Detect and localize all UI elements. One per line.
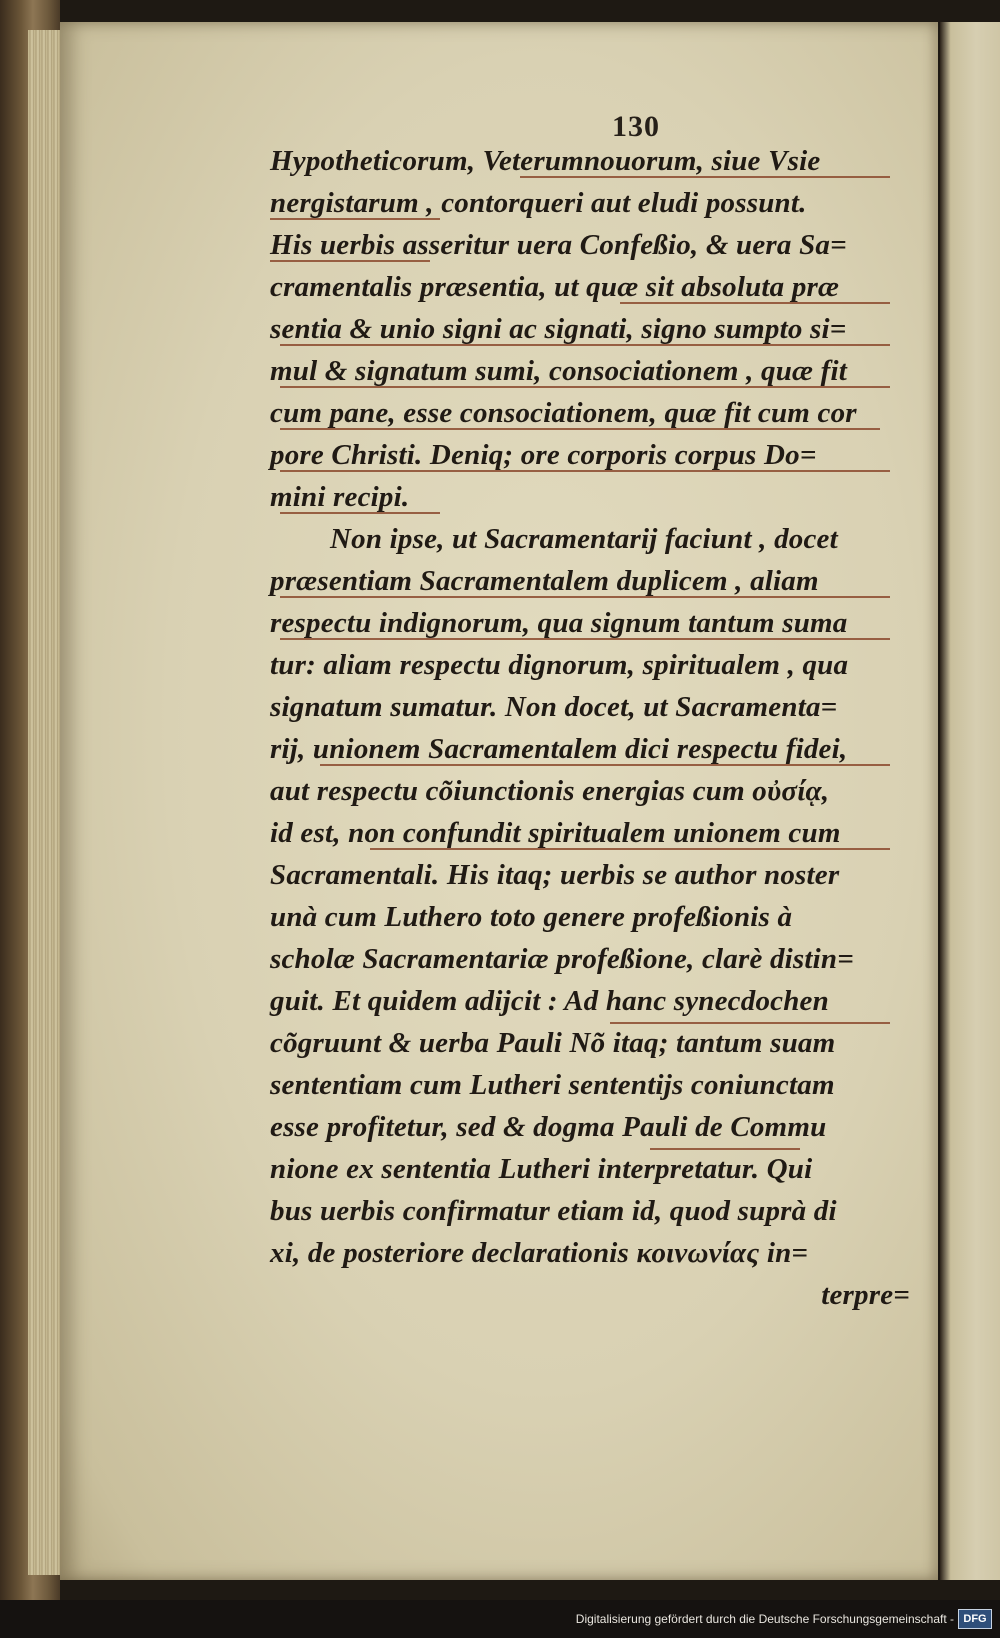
text-line: pore Christi. Deniq; ore corporis corpus Do= [270, 439, 817, 471]
underline-mark [280, 512, 440, 514]
page-number: 130 [612, 110, 660, 143]
underline-mark [370, 848, 890, 850]
text-line: præsentiam Sacramentalem duplicem , aliam [270, 565, 819, 597]
underline-mark [280, 596, 890, 598]
text-line: His uerbis asseritur uera Confeßio, & uera Sa= [270, 229, 847, 261]
dfg-logo: DFG [958, 1609, 992, 1629]
text-line: nione ex sententia Lutheri interpretatur. Qui [270, 1153, 813, 1185]
text-line: rij, unionem Sacramentalem dici respectu fidei, [270, 733, 848, 765]
footer-bar [0, 1600, 1000, 1638]
text-line: terpre= [821, 1279, 910, 1311]
underline-mark [520, 176, 890, 178]
underline-mark [320, 764, 890, 766]
underline-mark [620, 302, 890, 304]
underline-mark [280, 428, 880, 430]
underline-mark [280, 638, 890, 640]
text-line: respectu indignorum, qua signum tantum suma [270, 607, 848, 639]
text-line: mini recipi. [270, 481, 410, 513]
underline-mark [280, 386, 890, 388]
text-line: mul & signatum sumi, consociationem , quæ fit [270, 355, 848, 387]
underline-mark [270, 260, 430, 262]
facing-page-edge [940, 22, 1000, 1580]
underline-mark [280, 470, 890, 472]
text-line: bus uerbis confirmatur etiam id, quod suprà di [270, 1195, 837, 1227]
text-line: unà cum Luthero toto genere profeßionis à [270, 901, 793, 933]
text-line: id est, non confundit spiritualem unionem cum [270, 817, 841, 849]
text-line: signatum sumatur. Non docet, ut Sacramenta= [270, 691, 838, 723]
text-line: cum pane, esse consociationem, quæ fit cum cor [270, 397, 857, 429]
underline-mark [610, 1022, 890, 1024]
underline-mark [280, 344, 890, 346]
text-line: Non ipse, ut Sacramentarij faciunt , docet [330, 523, 838, 555]
text-line: guit. Et quidem adijcit : Ad hanc synecdochen [270, 985, 829, 1017]
text-line: tur: aliam respectu dignorum, spiritualem , qua [270, 649, 849, 681]
text-line: sententiam cum Lutheri sententijs coniunctam [270, 1069, 835, 1101]
text-line: cõgruunt & uerba Pauli Nõ itaq; tantum suam [270, 1027, 836, 1059]
funding-credit: Digitalisierung gefördert durch die Deutsche Forschungsgemeinschaft - [575, 1612, 954, 1626]
text-line: Sacramentali. His itaq; uerbis se author noster [270, 859, 840, 891]
text-line: scholæ Sacramentariæ profeßione, clarè distin= [270, 943, 854, 975]
underline-mark [650, 1148, 800, 1150]
underline-mark [270, 218, 440, 220]
text-line: aut respectu cõiunctionis energias cum οὐσίᾳ, [270, 775, 830, 807]
text-line: Hypotheticorum, Veterumnouorum, siue Vsie [270, 145, 821, 177]
text-line: xi, de posteriore declarationis κοινωνίας in= [270, 1237, 809, 1269]
text-line: sentia & unio signi ac signati, signo sumpto si= [270, 313, 847, 345]
text-line: cramentalis præsentia, ut quæ sit absoluta præ [270, 271, 840, 303]
text-line: nergistarum , contorqueri aut eludi possunt. [270, 187, 807, 219]
text-line: esse profitetur, sed & dogma Pauli de Commu [270, 1111, 827, 1143]
